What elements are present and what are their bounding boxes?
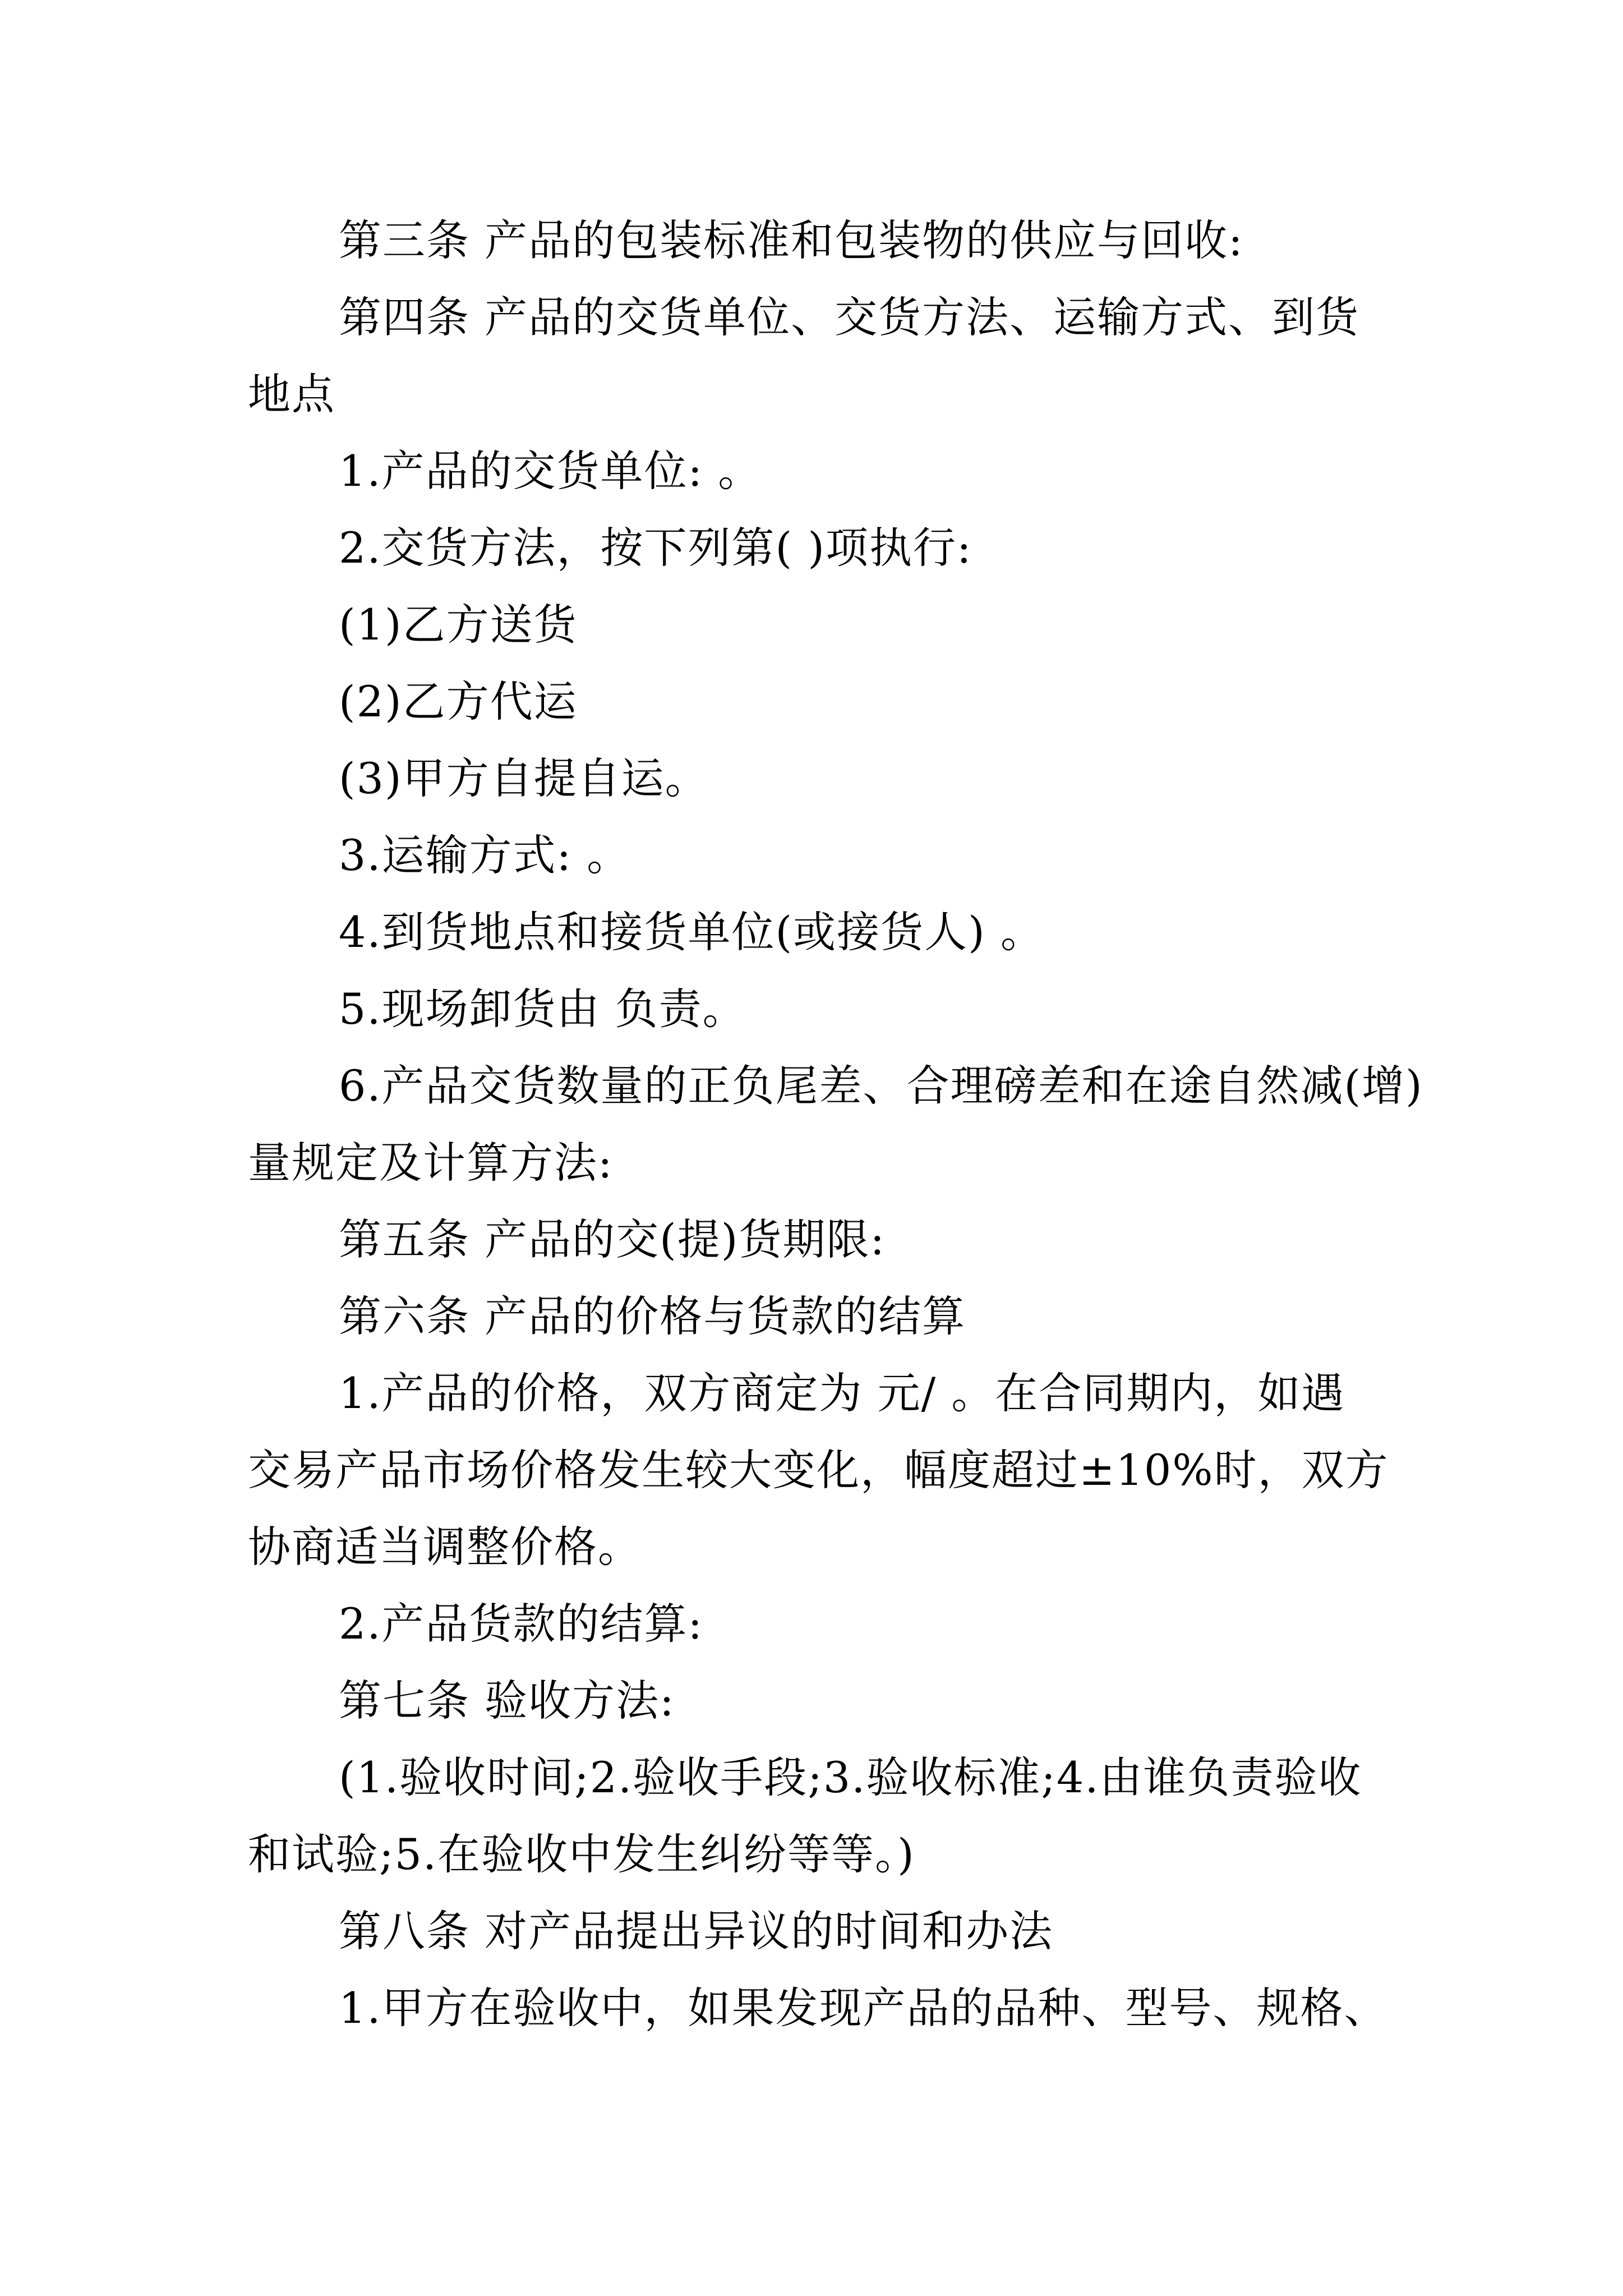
text-line: (1.验收时间;2.验收手段;3.验收标准;4.由谁负责验收	[339, 1752, 1362, 1802]
text-line: 和试验;5.在验收中发生纠纷等等。)	[248, 1829, 915, 1879]
text-line: 1.产品的交货单位: 。	[339, 446, 762, 496]
text-line: 1.甲方在验收中，如果发现产品的品种、型号、规格、	[339, 1983, 1388, 2033]
text-line: (1)乙方送货	[339, 600, 578, 650]
document-body	[248, 202, 1423, 2046]
text-line: 第三条 产品的包装标准和包装物的供应与回收:	[339, 215, 1244, 265]
text-line: (2)乙方代运	[339, 677, 578, 726]
text-line: 第六条 产品的价格与货款的结算	[339, 1291, 966, 1341]
text-line: 第八条 对产品提出异议的时间和办法	[339, 1906, 1054, 1956]
text-line: 第七条 验收方法:	[339, 1676, 675, 1726]
text-line: 6.产品交货数量的正负尾差、合理磅差和在途自然减(增)	[339, 1061, 1423, 1111]
text-line: 4.到货地点和接货单位(或接货人) 。	[339, 907, 1044, 957]
text-line: 协商适当调整价格。	[248, 1522, 642, 1572]
text-line: 3.运输方式: 。	[339, 830, 631, 880]
text-line: 2.交货方法，按下列第( )项执行:	[339, 523, 972, 573]
text-line: 5.现场卸货由 负责。	[339, 984, 746, 1034]
text-line: 2.产品货款的结算:	[339, 1599, 704, 1649]
text-line: 量规定及计算方法:	[248, 1138, 614, 1188]
text-line: 第四条 产品的交货单位、交货方法、运输方式、到货	[339, 292, 1360, 342]
text-line: 地点	[248, 369, 335, 419]
text-line: (3)甲方自提自运。	[339, 753, 709, 803]
text-line: 第五条 产品的交(提)货期限:	[339, 1214, 886, 1264]
text-line: 交易产品市场价格发生较大变化，幅度超过±10%时，双方	[248, 1445, 1389, 1495]
text-line: 1.产品的价格，双方商定为 元/ 。在合同期内，如遇	[339, 1368, 1345, 1418]
